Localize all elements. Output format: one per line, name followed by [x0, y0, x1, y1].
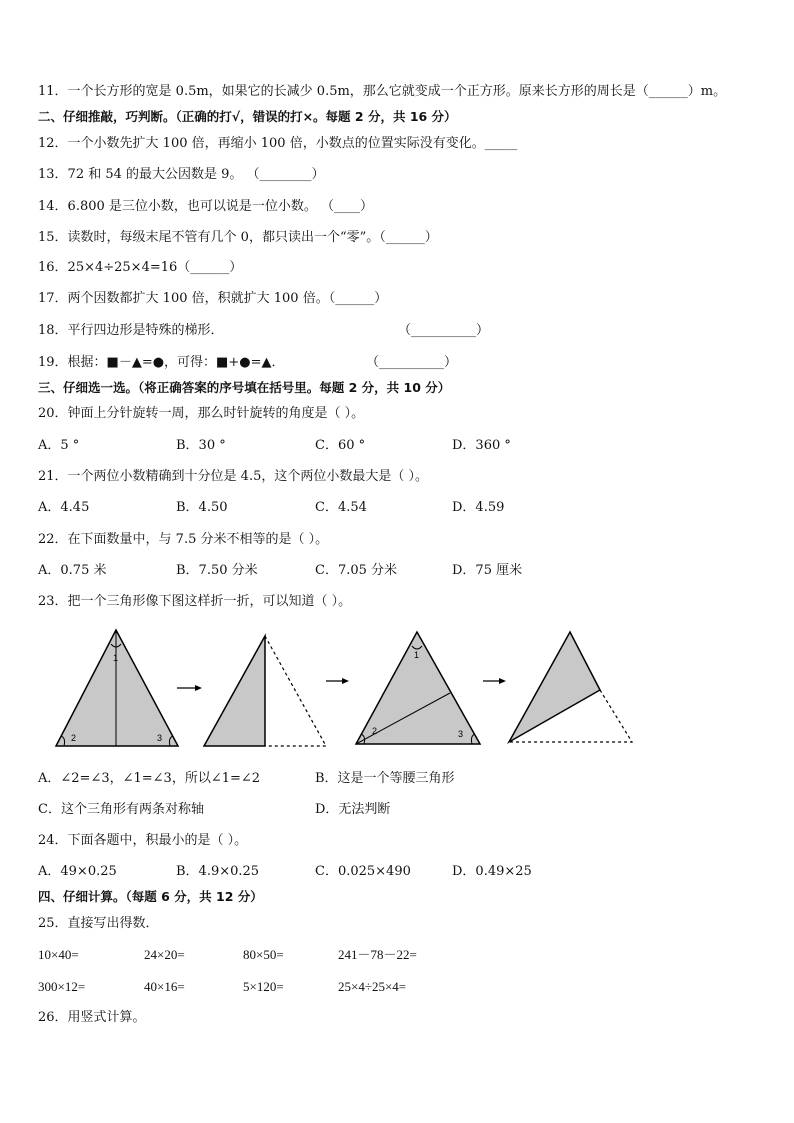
q24-option-d[interactable]: D．0.49×25 [452, 864, 532, 879]
question-20: 20．钟面上分针旋转一周，那么时针旋转的角度是（ ）。 [38, 406, 365, 421]
calc-item: 5×120= [243, 979, 284, 994]
triangle-4 [509, 632, 600, 742]
question-13: 13．72 和 54 的最大公因数是 9。 （________） [38, 167, 325, 182]
q23-option-c[interactable]: C．这个三角形有两条对称轴 [38, 802, 204, 817]
q21-option-d[interactable]: D．4.59 [452, 500, 505, 515]
q21-option-c[interactable]: C．4.54 [315, 500, 367, 515]
calc-item: 24×20= [144, 947, 185, 962]
arrow-right-icon [195, 685, 202, 691]
section-2-heading: 二、仔细推敲，巧判断。（正确的打√，错误的打×。每题 2 分，共 16 分） [38, 109, 457, 124]
question-14: 14．6.800 是三位小数，也可以说是一位小数。 （____） [38, 199, 374, 214]
question-25: 25．直接写出得数． [38, 916, 159, 931]
q20-option-d[interactable]: D．360 ° [452, 438, 511, 453]
arrow-right-icon [342, 678, 349, 684]
calc-item: 40×16= [144, 979, 185, 994]
question-19: 19．根据：■－▲=●，可得：■+●=▲． [38, 355, 285, 370]
triangle-1-angle-1-label: 1 [113, 653, 119, 663]
question-26: 26．用竖式计算。 [38, 1010, 146, 1025]
q23-option-a[interactable]: A．∠2=∠3，∠1=∠3，所以∠1=∠2 [38, 771, 261, 786]
question-21: 21．一个两位小数精确到十分位是 4.5，这个两位小数最大是（ ）。 [38, 469, 428, 484]
question-17: 17．两个因数都扩大 100 倍，积就扩大 100 倍。（______） [38, 291, 388, 306]
question-19-blank[interactable]: （__________） [366, 355, 458, 370]
triangle-1 [56, 630, 178, 746]
q21-option-a[interactable]: A．4.45 [38, 500, 90, 515]
q22-option-a[interactable]: A．0.75 米 [38, 563, 107, 578]
question-12: 12．一个小数先扩大 100 倍，再缩小 100 倍，小数点的位置实际没有变化。_____ [38, 136, 518, 151]
q24-option-c[interactable]: C．0.025×490 [315, 864, 411, 879]
section-3-heading: 三、仔细选一选。（将正确答案的序号填在括号里。每题 2 分，共 10 分） [38, 380, 451, 395]
question-24: 24．下面各题中，积最小的是（ ）。 [38, 833, 248, 848]
q20-option-a[interactable]: A．5 ° [38, 438, 80, 453]
question-22: 22．在下面数量中，与 7.5 分米不相等的是（ ）。 [38, 532, 329, 547]
q22-option-d[interactable]: D．75 厘米 [452, 563, 523, 578]
q22-option-b[interactable]: B．7.50 分米 [176, 563, 258, 578]
triangle-2 [204, 636, 265, 746]
triangle-3-angle-1-label: 1 [414, 650, 420, 660]
q20-option-c[interactable]: C．60 ° [315, 438, 366, 453]
q24-option-b[interactable]: B．4.9×0.25 [176, 864, 260, 879]
calc-item: 80×50= [243, 947, 284, 962]
triangle-3-angle-2-label: 2 [372, 726, 378, 736]
section-4-heading: 四、仔细计算。（每题 6 分，共 12 分） [38, 889, 263, 904]
q20-option-b[interactable]: B．30 ° [176, 438, 226, 453]
calc-item: 10×40= [38, 947, 79, 962]
question-15: 15．读数时，每级末尾不管有几个 0，都只读出一个“零”。（______） [38, 230, 438, 245]
calc-item: 25×4÷25×4= [338, 979, 407, 994]
q22-option-c[interactable]: C．7.05 分米 [315, 563, 398, 578]
question-16: 16．25×4÷25×4=16（______） [38, 260, 243, 275]
q23-option-d[interactable]: D．无法判断 [315, 802, 391, 817]
q23-option-b[interactable]: B．这是一个等腰三角形 [315, 771, 455, 786]
question-18-blank[interactable]: （__________） [398, 323, 490, 338]
calc-item: 300×12= [38, 979, 86, 994]
triangle-fold-figure [40, 620, 640, 755]
triangle-1-angle-3-label: 3 [157, 733, 163, 743]
arrow-right-icon [499, 678, 506, 684]
question-18: 18．平行四边形是特殊的梯形． [38, 323, 224, 338]
calc-item: 241－78－22= [338, 947, 417, 962]
triangle-1-angle-2-label: 2 [71, 733, 77, 743]
question-23: 23．把一个三角形像下图这样折一折，可以知道（ ）。 [38, 594, 352, 609]
q21-option-b[interactable]: B．4.50 [176, 500, 228, 515]
triangle-3-angle-3-label: 3 [458, 729, 464, 739]
question-11: 11．一个长方形的宽是 0.5m，如果它的长减少 0.5m，那么它就变成一个正方形。原来长方形的周长是（______）m。 [38, 84, 727, 99]
q24-option-a[interactable]: A．49×0.25 [38, 864, 117, 879]
